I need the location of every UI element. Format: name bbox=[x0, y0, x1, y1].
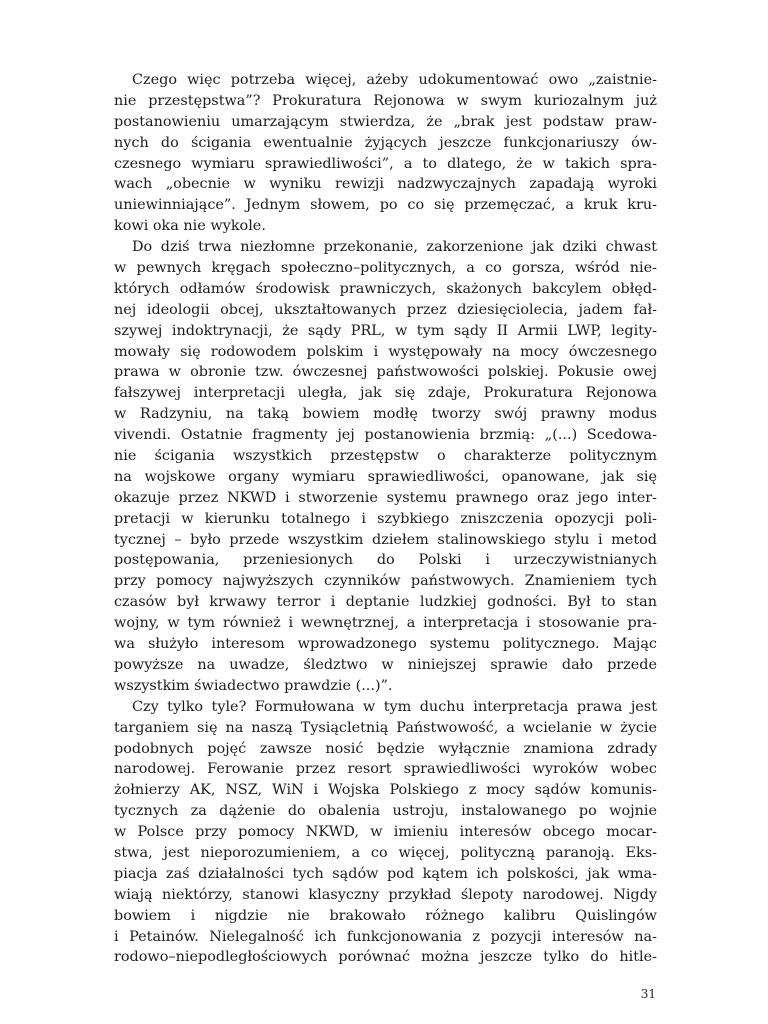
text-line: nej ideologii obcej, ukształtowanych przez dziesięciolecia, jadem fał- bbox=[114, 301, 657, 318]
text-line: bowiem i nigdzie nie brakowało różnego kalibru Quislingów bbox=[114, 907, 657, 924]
text-line: Czego więc potrzeba więcej, ażeby udokumentować owo „zaistnie- bbox=[132, 72, 657, 88]
text-line: pretacji w kierunku totalnego i szybkiego zniszczenia opozycji poli- bbox=[114, 510, 657, 527]
text-line: i Petainów. Nielegalność ich funkcjonowania z pozycji interesów na- bbox=[114, 928, 657, 945]
text-line: postanowieniu umarzającym stwierdza, że „brak jest podstaw praw- bbox=[114, 113, 657, 130]
text-line: Do dziś trwa niezłomne przekonanie, zakorzenione jak dziki chwast bbox=[132, 239, 657, 256]
text-line: czesnego wymiaru sprawiedliwości”, a to dlatego, że w takich spra- bbox=[114, 155, 657, 172]
text-line: prawa w obronie tzw. ówczesnej państwowości polskiej. Pokusie owej bbox=[114, 364, 657, 381]
text-line: przy pomocy najwyższych czynników państwowych. Znamieniem tych bbox=[114, 573, 657, 590]
text-line: postępowania, przeniesionych do Polski i urzeczywistnianych bbox=[114, 552, 657, 569]
text-line: powyższe na uwadze, śledztwo w niniejszej sprawie dało przede bbox=[114, 656, 657, 673]
text-line: czasów był krwawy terror i deptanie ludzkiej godności. Był to stan bbox=[114, 594, 657, 611]
text-line: piacja zaś działalności tych sądów pod kątem ich polskości, jak wma- bbox=[114, 865, 657, 882]
text-line: nie przestępstwa”? Prokuratura Rejonowa w swym kuriozalnym już bbox=[114, 92, 657, 109]
text-line: targaniem się na naszą Tysiącletnią Państwowość, a wcielanie w życie bbox=[114, 719, 657, 736]
text-line: wach „obecnie w wyniku rewizji nadzwyczajnych zapadają wyroki bbox=[114, 176, 657, 193]
text-line: w pewnych kręgach społeczno–politycznych, a co gorsza, wśród nie- bbox=[114, 260, 657, 277]
text-line: okazuje przez NKWD i stworzenie systemu prawnego oraz jego inter- bbox=[114, 489, 657, 506]
text-line: których odłamów środowisk prawniczych, skażonych bakcylem obłęd- bbox=[114, 280, 657, 297]
text-line: mowały się rodowodem polskim i występowały na mocy ówczesnego bbox=[114, 343, 657, 360]
text-line: narodowej. Ferowanie przez resort sprawiedliwości wyroków wobec bbox=[114, 761, 657, 778]
text-line: Czy tylko tyle? Formułowana w tym duchu interpretacja prawa jest bbox=[132, 698, 657, 715]
text-line: wszystkim świadectwo prawdzie (...)”. bbox=[114, 677, 393, 694]
body-text bbox=[114, 70, 657, 968]
text-line: wa służyło interesom wprowadzonego systemu politycznego. Mając bbox=[114, 636, 657, 653]
text-line: tycznych za dążenie do obalenia ustroju, instalowanego po wojnie bbox=[114, 803, 657, 820]
text-line: rodowo–niepodległościowych porównać można jeszcze tylko do hitle- bbox=[114, 949, 657, 966]
text-line: uniewinniające”. Jednym słowem, po co się przemęczać, a kruk kru- bbox=[114, 197, 657, 214]
text-line: żołnierzy AK, NSZ, WiN i Wojska Polskiego z mocy sądów komunis- bbox=[114, 782, 657, 799]
text-line: nych do ścigania ewentualnie żyjących jeszcze funkcjonariuszy ów- bbox=[114, 134, 657, 151]
text-line: na wojskowe organy wymiaru sprawiedliwości, opanowane, jak się bbox=[114, 468, 657, 485]
text-line: fałszywej interpretacji uległa, jak się zdaje, Prokuratura Rejonowa bbox=[114, 385, 657, 402]
text-line: stwa, jest nieporozumieniem, a co więcej, polityczną paranoją. Eks- bbox=[114, 844, 657, 861]
text-line: w Polsce przy pomocy NKWD, w imieniu interesów obcego mocar- bbox=[114, 824, 657, 841]
text-line: szywej indoktrynacji, że sądy PRL, w tym sądy II Armii LWP, legity- bbox=[114, 322, 657, 339]
text-line: wiają niektórzy, stanowi klasyczny przykład ślepoty narodowej. Nigdy bbox=[114, 886, 657, 903]
text-line: vivendi. Ostatnie fragmenty jej postanowienia brzmią: „(...) Scedowa- bbox=[114, 427, 657, 444]
text-line: w Radzyniu, na taką bowiem modłę tworzy swój prawny modus bbox=[114, 406, 657, 423]
text-line: kowi oka nie wykole. bbox=[114, 218, 266, 235]
page-number: 31 bbox=[640, 987, 656, 1001]
text-line: wojny, w tym również i wewnętrznej, a interpretacja i stosowanie pra- bbox=[114, 615, 657, 632]
text-line: tycznej – było przede wszystkim dziełem stalinowskiego stylu i metod bbox=[114, 531, 657, 548]
text-line: podobnych pojęć zawsze nosić będzie wyłącznie znamiona zdrady bbox=[114, 740, 657, 757]
text-line: nie ścigania wszystkich przestępstw o charakterze politycznym bbox=[114, 448, 657, 465]
